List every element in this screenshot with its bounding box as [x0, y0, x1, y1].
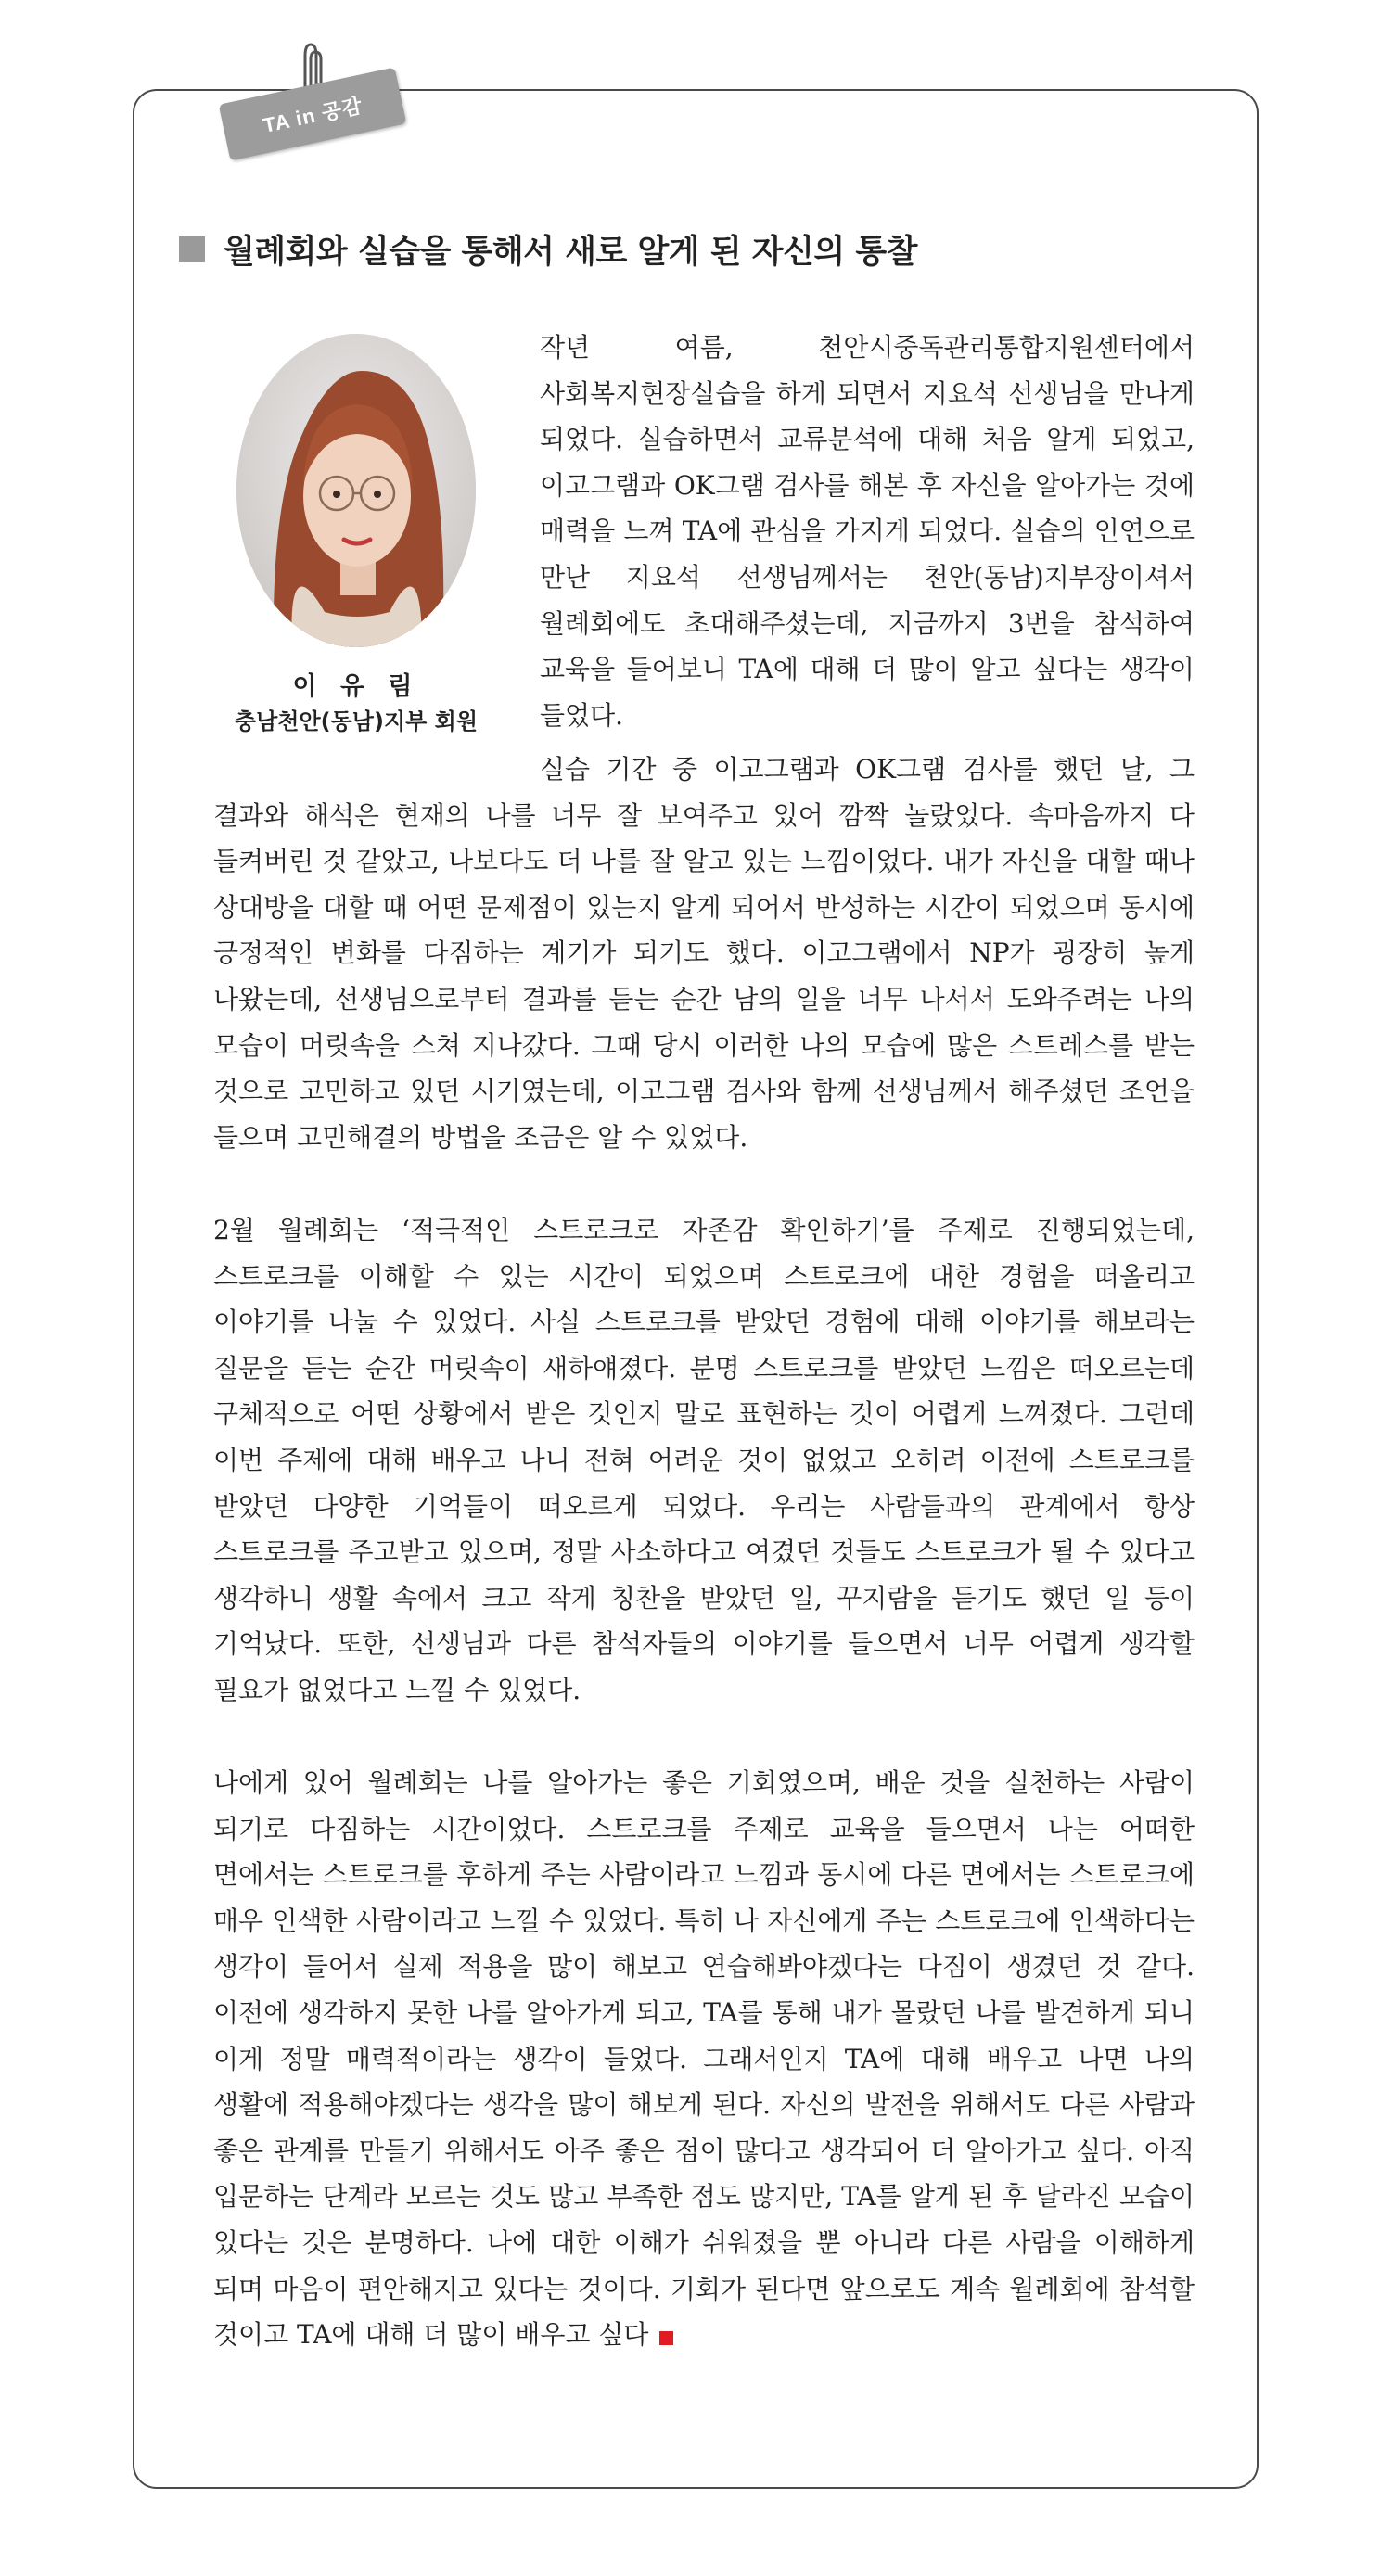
- author-name: 이 유 림: [292, 672, 420, 701]
- end-mark-icon: [659, 2331, 673, 2345]
- section-tag: TA in 공감: [219, 68, 407, 161]
- paragraph-3: 2월 월례회는 ‘적극적인 스트로크로 자존감 확인하기’를 주제로 진행되었는데, 스트로크를 이해할 수 있는 시간이 되었으며 스트로크에 대한 경험을 떠올리고 이야기를 나눌 수 있었다. 사실 스트로크를 받았던 경험에 대해 이야기를 해보라는 질문을 듣는 순간 머릿속이 새하얘졌다. 분명 스트로크를 받았던 느낌은 떠오르는데 구체적으로 어떤 상황에서 받은 것인지 말로 표현하는 것이 어렵게 느껴졌다. 그런데 이번 주제에 대해 배우고 나니 전혀 어려운 것이 없었고 오히려 이전에 스트로크를 받았던 다양한 기억들이 떠오르게 되었다. 우리는 사람들과의 관계에서 항상 스트로크를 주고받고 있으며, 정말 사소하다고 여겼던 것들도 스트로크가 될 수 있다고 생각하니 생활 속에서 크고 작게 칭찬을 받았던 일, 꾸지람을 듣기도 했던 일 등이 기억났다. 또한, 선생님과 다른 참석자들의 이야기를 들으면서 너무 어렵게 생각할 필요가 없었다고 느낄 수 있었다.: [213, 1215, 1195, 1705]
- article-title: 월례회와 실습을 통해서 새로 알게 된 자신의 통찰: [224, 234, 917, 271]
- author-branch: 충남천안(동남)지부 회원: [234, 708, 479, 734]
- paragraph-4-text: 나에게 있어 월례회는 나를 알아가는 좋은 기회였으며, 배운 것을 실천하는 사람이 되기로 다짐하는 시간이었다. 스트로크를 주제로 교육을 들으면서 나는 어떠한 면에서는 스트로크를 후하게 주는 사람이라고 느낌과 동시에 다른 면에서는 스트로크에 매우 인색한 사람이라고 느낄 수 있었다. 특히 나 자신에게 주는 스트로크에 인색하다는 생각이 들어서 실제 적용을 많이 해보고 연습해봐야겠다는 다짐이 생겼던 것 같다. 이전에 생각하지 못한 나를 알아가게 되고, TA를 통해 내가 몰랐던 나를 발견하게 되니 이게 정말 매력적이라는 생각이 들었다. 그래서인지 TA에 대해 배우고 나면 나의 생활에 적용해야겠다는 생각을 많이 해보게 된다. 자신의 발전을 위해서도 다른 사람과 좋은 관계를 만들기 위해서도 아주 좋은 점이 많다고 생각되어 더 알아가고 싶다. 아직 입문하는 단계라 모르는 것도 많고 부족한 점도 많지만, TA를 알게 된 후 달라진 모습이 있다는 것은 분명하다. 나에 대한 이해가 쉬워졌을 뿐 아니라 다른 사람을 이해하게 되며 마음이 편안해지고 있다는 것이다. 기회가 된다면 앞으로도 계속 월례회에 참석할 것이고 TA에 대해 더 많이 배우고 싶다: [213, 1767, 1195, 2351]
- portrait-illustration: [236, 334, 476, 647]
- author-photo: [236, 334, 476, 647]
- paragraph-4: [213, 1760, 1195, 2358]
- title-bullet-icon: [179, 236, 205, 262]
- paragraph-2: 실습 기간 중 이고그램과 OK그램 검사를 했던 날, 그 결과와 해석은 현재의 나를 너무 잘 보여주고 있어 깜짝 놀랐었다. 속마음까지 다 들켜버린 것 같았고, 나보다도 더 나를 잘 알고 있는 느낌이었다. 내가 자신을 대할 때나 상대방을 대할 때 어떤 문제점이 있는지 알게 되어서 반성하는 시간이 되었으며 동시에 긍정적인 변화를 다짐하는 계기가 되기도 했다. 이고그램에서 NP가 굉장히 높게 나왔는데, 선생님으로부터 결과를 듣는 순간 남의 일을 너무 나서서 도와주려는 나의 모습이 머릿속을 스쳐 지나갔다. 그때 당시 이러한 나의 모습에 많은 스트레스를 받는 것으로 고민하고 있던 시기였는데, 이고그램 검사와 함께 선생님께서 해주셨던 조언을 들으며 고민해결의 방법을 조금은 알 수 있었다.: [213, 754, 1195, 1153]
- title-row: [179, 226, 917, 273]
- paragraph-1: 작년 여름, 천안시중독관리통합지원센터에서 사회복지현장실습을 하게 되면서 지요석 선생님을 만나게 되었다. 실습하면서 교류분석에 대해 처음 알게 되었고, 이고그램과 OK그램 검사를 해본 후 자신을 알아가는 것에 매력을 느껴 TA에 관심을 가지게 되었다. 실습의 인연으로 만난 지요석 선생님께서는 천안(동남)지부장이셔서 월례회에도 초대해주셨는데, 지금까지 3번을 참석하여 교육을 들어보니 TA에 대해 더 많이 알고 싶다는 생각이 들었다.: [540, 332, 1195, 731]
